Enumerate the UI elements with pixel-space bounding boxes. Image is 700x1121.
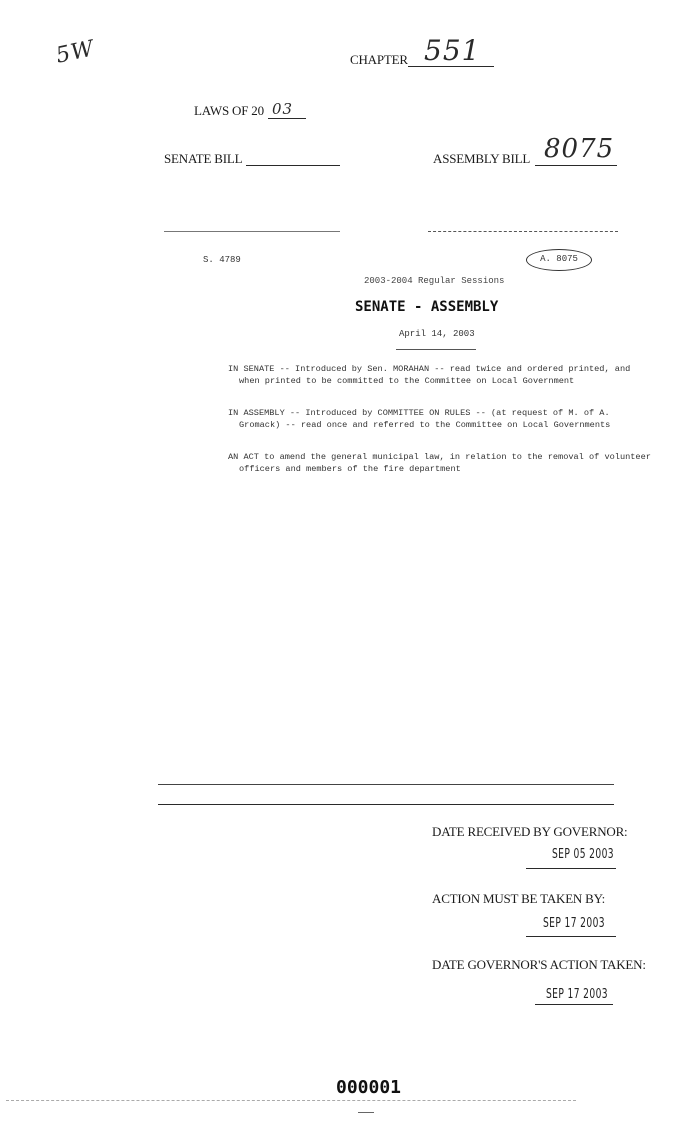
- senate-introduction-text: IN SENATE -- Introduced by Sen. MORAHAN -- read twice and ordered printed, and when printed to be committed to the Committee on Local Government: [228, 364, 631, 386]
- assembly-introduction: [228, 408, 654, 431]
- assembly-bill-label: ASSEMBLY BILL: [433, 151, 531, 166]
- action-deadline-underline: [526, 936, 616, 937]
- date-received-underline: [526, 868, 616, 869]
- page-number: 000001: [336, 1077, 402, 1098]
- action-deadline-stamp: SEP 17 2003: [543, 916, 605, 931]
- chapter-number: 551: [424, 34, 481, 67]
- laws-year-underline: [268, 118, 306, 119]
- act-title-text: AN ACT to amend the general municipal law, in relation to the removal of volunteer officers and members of the fire department: [228, 452, 651, 474]
- signature-rule-top: [158, 784, 614, 785]
- assembly-bill-number: 8075: [544, 134, 615, 164]
- laws-label: LAWS OF 20: [194, 103, 264, 118]
- assembly-introduction-text: IN ASSEMBLY -- Introduced by COMMITTEE ON RULES -- (at request of M. of A. Gromack) -- read once and referred to the Committee on Local Governments: [228, 408, 611, 430]
- signature-rule-bottom: [158, 804, 614, 805]
- action-deadline-label: ACTION MUST BE TAKEN BY:: [432, 891, 606, 906]
- senate-bill-underline: [246, 165, 340, 166]
- chapter-label: CHAPTER: [350, 52, 408, 67]
- date-underline: [396, 349, 476, 350]
- date-received-stamp: SEP 05 2003: [552, 847, 614, 862]
- action-taken-underline: [535, 1004, 613, 1005]
- senate-bill-number: S. 4789: [203, 255, 241, 265]
- senate-blank-line: [164, 231, 340, 232]
- scan-edge-line: [6, 1100, 576, 1101]
- session-label: 2003-2004 Regular Sessions: [364, 276, 505, 286]
- act-title: [228, 452, 654, 475]
- margin-note: 5W: [53, 36, 97, 69]
- assembly-bill-underline: [535, 165, 617, 166]
- action-taken-label: DATE GOVERNOR'S ACTION TAKEN:: [432, 957, 646, 972]
- bill-heading: SENATE - ASSEMBLY: [355, 299, 499, 315]
- date-received-label: DATE RECEIVED BY GOVERNOR:: [432, 824, 628, 839]
- action-taken-stamp: SEP 17 2003: [546, 987, 608, 1002]
- assembly-blank-line: [428, 231, 618, 232]
- assembly-bill-reference: A. 8075: [526, 249, 592, 271]
- senate-bill-label: SENATE BILL: [164, 151, 243, 166]
- senate-introduction: [228, 364, 654, 387]
- page-number-tick: [358, 1112, 374, 1113]
- bill-date: April 14, 2003: [399, 329, 475, 339]
- laws-year: 03: [272, 100, 294, 118]
